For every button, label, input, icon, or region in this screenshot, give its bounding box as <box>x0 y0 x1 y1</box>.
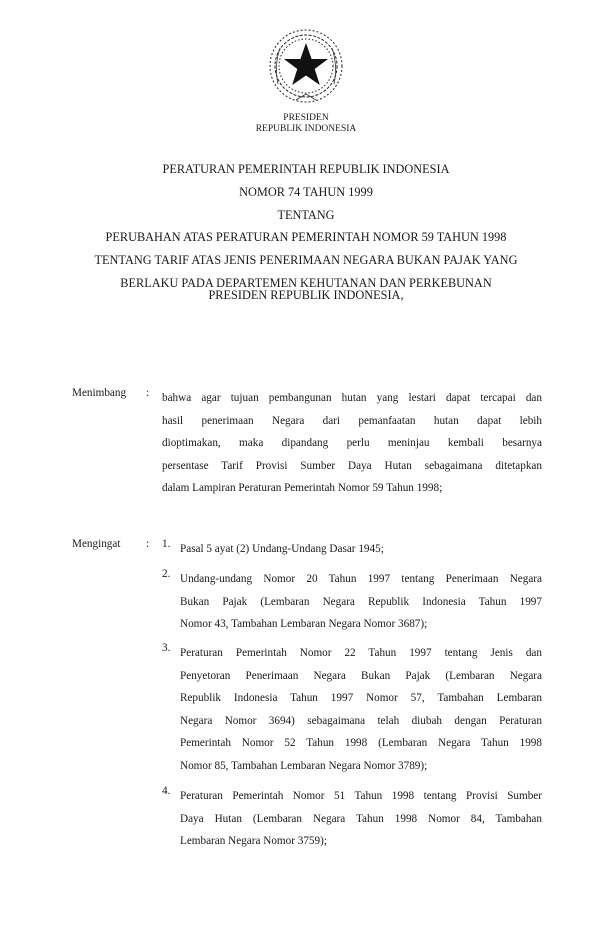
title-line: PERATURAN PEMERINTAH REPUBLIK INDONESIA <box>162 162 450 176</box>
body-line: dalam Lampiran Peraturan Pemerintah Nomor 59 Tahun 1998; <box>162 482 443 495</box>
preamble: PRESIDEN REPUBLIK INDONESIA, <box>208 288 404 302</box>
item-line: Pemerintah Nomor 52 Tahun 1998 (Lembaran Negara Tahun 1998 <box>180 737 542 750</box>
item-line: Undang-undang Nomor 20 Tahun 1997 tentang Penerimaan Negara <box>180 573 542 585</box>
section-label: Menimbang <box>72 387 127 399</box>
item-line: Pasal 5 ayat (2) Undang-Undang Dasar 1945; <box>180 543 384 555</box>
title-line: PERUBAHAN ATAS PERATURAN PEMERINTAH NOMOR 59 TAHUN 1998 <box>105 230 507 245</box>
header-caption-presiden: PRESIDEN <box>283 113 329 123</box>
item-line: Peraturan Pemerintah Nomor 51 Tahun 1998 tentang Provisi Sumber <box>180 790 542 802</box>
item-line: Republik Indonesia Tahun 1997 Nomor 57, Tambahan Lembaran <box>180 692 542 705</box>
header-caption-republik: REPUBLIK INDONESIA <box>255 124 357 134</box>
document-title <box>0 158 612 295</box>
item-number: 3. <box>162 642 171 654</box>
section-colon: : <box>146 387 150 399</box>
item-line: Bukan Pajak (Lembaran Negara Republik Indonesia Tahun 1997 <box>180 595 542 608</box>
item-line: Nomor 43, Tambahan Lembaran Negara Nomor 3687); <box>180 618 428 631</box>
section-label: Mengingat <box>72 538 121 550</box>
body-line: dioptimakan, maka dipandang perlu meninjau kembali besarnya <box>162 437 542 450</box>
item-line: Peraturan Pemerintah Nomor 22 Tahun 1997 tentang Jenis dan <box>180 647 542 659</box>
garuda-emblem-icon <box>266 26 346 106</box>
title-line: NOMOR 74 TAHUN 1999 <box>239 184 373 199</box>
item-number: 1. <box>162 538 171 550</box>
title-line: TENTANG TARIF ATAS JENIS PENERIMAAN NEGARA BUKAN PAJAK YANG <box>94 253 518 268</box>
item-line: Negara Nomor 3694) sebagaimana telah diubah dengan Peraturan <box>180 714 542 727</box>
title-line: BERLAKU PADA DEPARTEMEN KEHUTANAN DAN PERKEBUNAN <box>120 275 492 290</box>
item-line: Nomor 85, Tambahan Lembaran Negara Nomor 3789); <box>180 759 428 772</box>
body-line: bahwa agar tujuan pembangunan hutan yang lestari dapat tercapai dan <box>162 392 542 404</box>
item-number: 2. <box>162 568 171 580</box>
body-line: hasil penerimaan Negara dari pemanfaatan hutan dapat lebih <box>162 414 542 427</box>
menimbang-body <box>162 387 542 500</box>
item-line: Lembaran Negara Nomor 3759); <box>180 835 327 848</box>
item-number: 4. <box>162 785 171 797</box>
item-line: Daya Hutan (Lembaran Negara Tahun 1998 Nomor 84, Tambahan <box>180 812 542 825</box>
item-line: Penyetoran Penerimaan Negara Bukan Pajak (Lembaran Negara <box>180 669 542 682</box>
body-line: persentase Tarif Provisi Sumber Daya Hutan sebagaimana ditetapkan <box>162 459 542 472</box>
section-colon: : <box>146 538 150 550</box>
title-line: TENTANG <box>277 207 335 222</box>
